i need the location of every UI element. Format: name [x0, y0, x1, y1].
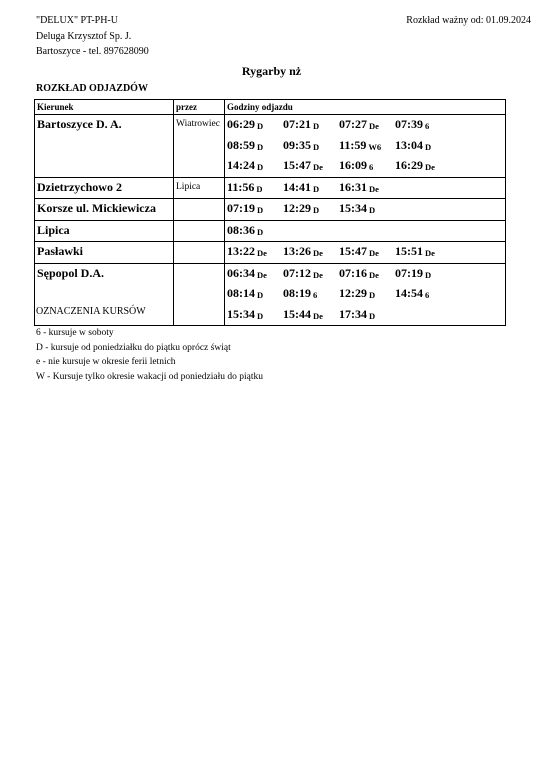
- departure: [339, 136, 395, 157]
- departure-time: 07:39: [395, 117, 423, 131]
- departure: [227, 284, 283, 305]
- timetable: [34, 99, 506, 326]
- departure-code: D: [313, 121, 320, 131]
- operator-company: Deluga Krzysztof Sp. J.: [36, 30, 132, 42]
- departure: [227, 305, 283, 326]
- legend-item: W - Kursuje tylko okresie wakacji od poniedziału do piątku: [36, 371, 263, 382]
- departure-code: D: [369, 310, 376, 321]
- departure-time: 16:09: [339, 158, 367, 172]
- departure: [283, 178, 339, 199]
- departure: [227, 264, 283, 285]
- departure-code: D: [257, 141, 264, 152]
- departure-code: D: [313, 183, 320, 194]
- departure-code: 6: [369, 162, 374, 172]
- departure-code: De: [369, 183, 379, 194]
- legend: [36, 326, 263, 384]
- legend-item: e - nie kursuje w okresie ferii letnich: [36, 357, 176, 367]
- header-via: przez: [174, 100, 225, 115]
- departure: [227, 221, 283, 242]
- legend-title: OZNACZENIA KURSÓW: [36, 306, 146, 317]
- departure: [227, 242, 283, 263]
- direction-name: Dzietrzychowo 2: [35, 177, 174, 199]
- departure: [339, 284, 395, 305]
- departure-time: 08:59: [227, 137, 255, 152]
- via-stop: [174, 220, 225, 242]
- departure-code: D: [313, 205, 320, 215]
- departure-code: W6: [368, 141, 382, 152]
- departure: [283, 199, 339, 220]
- departure-time: 15:34: [339, 201, 367, 215]
- direction-name: Bartoszyce D. A.: [35, 115, 174, 178]
- via-stop: [174, 263, 225, 326]
- stop-name: Rygarby nż: [241, 64, 302, 78]
- departure-time: 11:59: [339, 137, 367, 152]
- departure-code: De: [313, 269, 323, 280]
- departure: [395, 136, 451, 157]
- direction-name: Pasławki: [35, 242, 174, 264]
- departure-time: 06:34: [227, 265, 255, 280]
- departure: [283, 115, 339, 136]
- departure-time: 17:34: [339, 306, 367, 321]
- departure-time: 07:19: [395, 265, 423, 280]
- direction-name: Sępopol D.A.: [35, 263, 174, 326]
- direction-name: Korsze ul. Mickiewicza: [35, 199, 174, 221]
- departure-time: 14:54: [395, 286, 423, 300]
- departure-time: 16:29: [395, 158, 423, 172]
- departure-code: D: [425, 269, 432, 280]
- departure: [227, 156, 283, 177]
- departure-time: 15:47: [339, 244, 367, 258]
- validity-date: Rozkład ważny od: 01.09.2024: [406, 15, 531, 26]
- section-title: ROZKŁAD ODJAZDÓW: [36, 83, 148, 94]
- departure-time: 12:29: [283, 201, 311, 215]
- departure-time: 07:21: [283, 117, 311, 131]
- departure: [395, 156, 451, 177]
- legend-item: 6 - kursuje w soboty: [36, 328, 114, 338]
- departure-code: D: [257, 205, 264, 215]
- departure-code: D: [369, 205, 376, 215]
- departure: [227, 115, 283, 136]
- departure-code: 6: [313, 290, 318, 300]
- departure: [339, 115, 395, 136]
- departure-code: De: [425, 162, 435, 172]
- departure-code: De: [313, 162, 323, 172]
- departure: [395, 115, 451, 136]
- departure-code: D: [257, 162, 264, 172]
- departure-time: 16:31: [339, 179, 367, 194]
- timetable-row: [35, 199, 506, 221]
- departure-time: 14:41: [283, 179, 311, 194]
- departure: [283, 284, 339, 305]
- departure-time: 08:36: [227, 222, 255, 237]
- departure-time: 12:29: [339, 286, 367, 300]
- timetable-row: [35, 242, 506, 264]
- departure: [395, 284, 451, 305]
- operator-phone: Bartoszyce - tel. 897628090: [36, 46, 149, 57]
- departure-code: D: [257, 121, 264, 131]
- timetable-row: [35, 115, 506, 178]
- departure-times: [225, 115, 506, 178]
- departure: [339, 242, 395, 263]
- departure-times: [225, 220, 506, 242]
- departure-code: De: [313, 310, 323, 321]
- departure-time: 15:34: [227, 306, 255, 321]
- departure-code: De: [369, 248, 379, 258]
- departure: [283, 156, 339, 177]
- departure: [339, 305, 395, 326]
- departure-code: De: [369, 121, 379, 131]
- departure-time: 15:44: [283, 306, 311, 321]
- via-stop: Lipica: [174, 177, 225, 199]
- departure-time: 07:27: [339, 117, 367, 131]
- departure-code: De: [313, 248, 323, 258]
- direction-name: Lipica: [35, 220, 174, 242]
- departure-time: 07:16: [339, 265, 367, 280]
- departure: [283, 264, 339, 285]
- header-direction: Kierunek: [35, 100, 174, 115]
- departure-code: De: [257, 269, 267, 280]
- departure: [339, 264, 395, 285]
- departure-time: 08:19: [283, 286, 311, 300]
- departure-time: 13:04: [395, 137, 423, 152]
- departure-code: D: [313, 141, 320, 152]
- departure-code: 6: [425, 121, 430, 131]
- departure-time: 11:56: [227, 179, 255, 194]
- operator-name: "DELUX" PT-PH-U: [36, 15, 118, 26]
- via-stop: Wiatrowiec: [174, 115, 225, 178]
- departure: [283, 242, 339, 263]
- departure: [283, 305, 339, 326]
- timetable-row: [35, 177, 506, 199]
- header-departures: Godziny odjazdu: [225, 100, 506, 115]
- departure: [395, 264, 451, 285]
- departure-code: D: [257, 290, 264, 300]
- departure: [339, 199, 395, 220]
- departure-code: De: [425, 248, 435, 258]
- departure-time: 15:47: [283, 158, 311, 172]
- departure-code: De: [369, 269, 379, 280]
- departure-time: 13:22: [227, 244, 255, 258]
- departure-times: [225, 199, 506, 221]
- departure-code: D: [369, 290, 376, 300]
- timetable-header-row: [35, 100, 506, 115]
- departure-times: [225, 242, 506, 264]
- departure-code: 6: [425, 290, 430, 300]
- departure: [227, 178, 283, 199]
- departure: [283, 136, 339, 157]
- departure-time: 06:29: [227, 117, 255, 131]
- timetable-row: [35, 220, 506, 242]
- departure: [227, 136, 283, 157]
- operator-info: [36, 13, 149, 60]
- departure: [227, 199, 283, 220]
- departure: [339, 178, 395, 199]
- departure-code: D: [256, 183, 263, 194]
- departure-time: 14:24: [227, 158, 255, 172]
- departure-time: 09:35: [283, 137, 311, 152]
- departure-time: 15:51: [395, 244, 423, 258]
- legend-item: D - kursuje od poniedziałku do piątku oprócz świąt: [36, 342, 231, 353]
- departure-code: D: [257, 310, 264, 321]
- departure-time: 07:19: [227, 201, 255, 215]
- via-stop: [174, 199, 225, 221]
- departure-code: De: [257, 248, 267, 258]
- departure-time: 13:26: [283, 244, 311, 258]
- departure-time: 07:12: [283, 265, 311, 280]
- departure-times: [225, 263, 506, 326]
- departure: [395, 242, 451, 263]
- departure-code: D: [425, 141, 432, 152]
- departure-times: [225, 177, 506, 199]
- departure: [339, 156, 395, 177]
- departure-code: D: [257, 226, 264, 237]
- via-stop: [174, 242, 225, 264]
- departure-time: 08:14: [227, 286, 255, 300]
- timetable-body: [35, 115, 506, 326]
